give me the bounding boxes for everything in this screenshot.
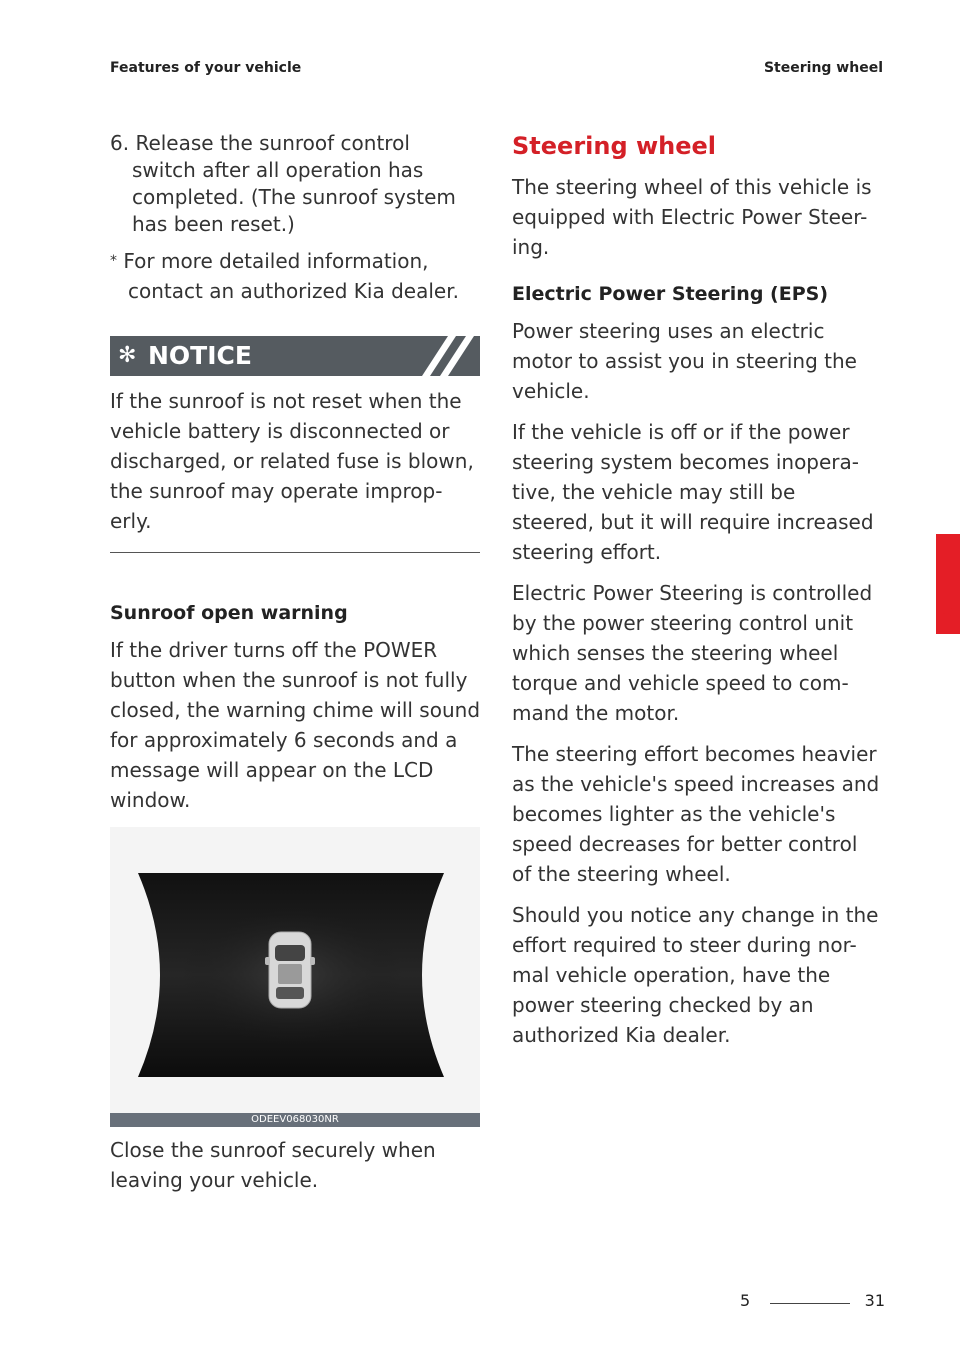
figure-code: ODEEV068030NR [110, 1113, 480, 1127]
car-top-view-icon [265, 932, 315, 1008]
left-column [110, 130, 480, 1206]
eps-paragraph-1: Power steering uses an electric motor to assist you in steering the vehicle. [512, 319, 857, 403]
divider [110, 552, 480, 553]
footer-divider [770, 1303, 850, 1304]
sunroof-warning-heading: Sunroof open warning [110, 602, 348, 624]
eps-paragraph-5: Should you notice any change in the effort required to steer during nor-mal vehicle operation, have the power steering checked by an authorized Kia dealer. [512, 903, 879, 1047]
notice-text: If the sunroof is not reset when the vehicle battery is disconnected or discharged, or related fuse is blown, the sunroof may operate improp-erly. [110, 389, 474, 533]
footer-chapter: 5 [740, 1291, 751, 1310]
right-column [512, 130, 882, 1061]
page-number: 31 [864, 1291, 885, 1310]
lcd-display-illustration [110, 827, 480, 1127]
notice-label: NOTICE [148, 341, 252, 370]
page-footer [740, 1291, 885, 1315]
eps-paragraph-3: Electric Power Steering is controlled by the power steering control unit which senses the steering wheel torque and vehicle speed to com-mand the motor. [512, 581, 873, 725]
footnote-text: For more detailed information, contact an authorized Kia dealer. [123, 249, 459, 303]
sunroof-warning-text: If the driver turns off the POWER button when the sunroof is not fully closed, the warning chime will sound for approximately 6 seconds and a message will appear on the LCD window. [110, 638, 481, 812]
after-figure-text: Close the sunroof securely when leaving your vehicle. [110, 1138, 436, 1192]
notice-banner [110, 336, 480, 376]
notice-stripes-icon [420, 336, 480, 376]
running-header-right: Steering wheel [763, 60, 883, 76]
section-intro: The steering wheel of this vehicle is equipped with Electric Power Steer-ing. [512, 175, 872, 259]
footnote [110, 246, 480, 306]
eps-paragraph-4: The steering effort becomes heavier as the vehicle's speed increases and becomes lighter as the vehicle's speed decreases for better control of the steering wheel. [512, 742, 880, 886]
eps-heading: Electric Power Steering (EPS) [512, 283, 829, 305]
running-header-left: Features of your vehicle [110, 60, 302, 76]
footnote-mark: * [110, 253, 117, 269]
asterisk-icon: ✻ [118, 343, 137, 368]
lcd-warning-figure [110, 827, 480, 1127]
section-title: Steering wheel [512, 132, 717, 160]
eps-paragraph-2: If the vehicle is off or if the power steering system becomes inopera-tive, the vehicle may still be steered, but it will require increased steering effort. [512, 420, 874, 564]
chapter-side-tab-number: 5 [941, 600, 955, 621]
step-6: 6. Release the sunroof control switch after all operation has completed. (The sunroof system has been reset.) [110, 131, 456, 236]
